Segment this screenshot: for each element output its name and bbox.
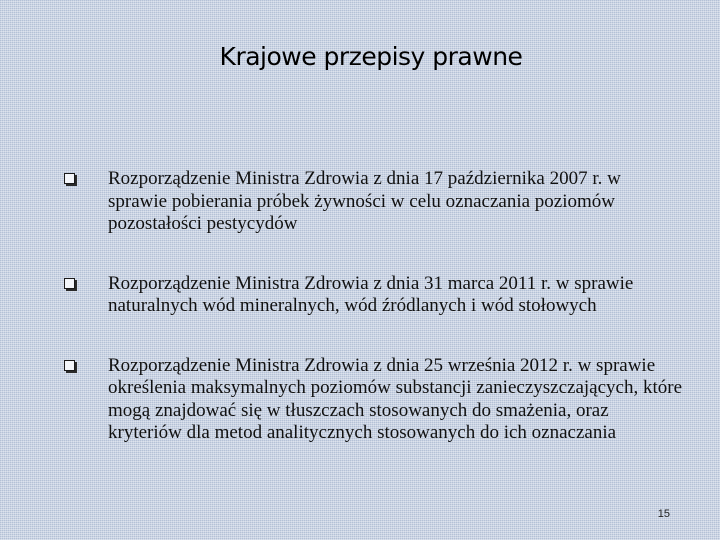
list-item — [62, 355, 682, 445]
checkbox-bullet-icon — [64, 278, 75, 289]
list-item-text: Rozporządzenie Ministra Zdrowia z dnia 31 marca 2011 r. w sprawie naturalnych wód mineralnych, wód źródlanych i wód stołowych — [108, 272, 634, 316]
regulation-list — [62, 168, 682, 445]
list-item — [62, 168, 682, 236]
checkbox-bullet-icon — [64, 360, 75, 371]
page-number: 15 — [657, 508, 670, 520]
list-item-text: Rozporządzenie Ministra Zdrowia z dnia 25 września 2012 r. w sprawie określenia maksymalnych poziomów substancji zanieczyszczających, które mogą znajdować się w tłuszczach stosowanych do smażenia, oraz kryteriów dla metod analitycznych stosowanych do ich oznaczania — [108, 354, 682, 443]
slide-title: Krajowe przepisy prawne — [219, 42, 523, 71]
list-item — [62, 273, 682, 318]
checkbox-bullet-icon — [64, 173, 75, 184]
list-item-text: Rozporządzenie Ministra Zdrowia z dnia 17 października 2007 r. w sprawie pobierania próbek żywności w celu oznaczania poziomów pozostałości pestycydów — [108, 168, 621, 234]
